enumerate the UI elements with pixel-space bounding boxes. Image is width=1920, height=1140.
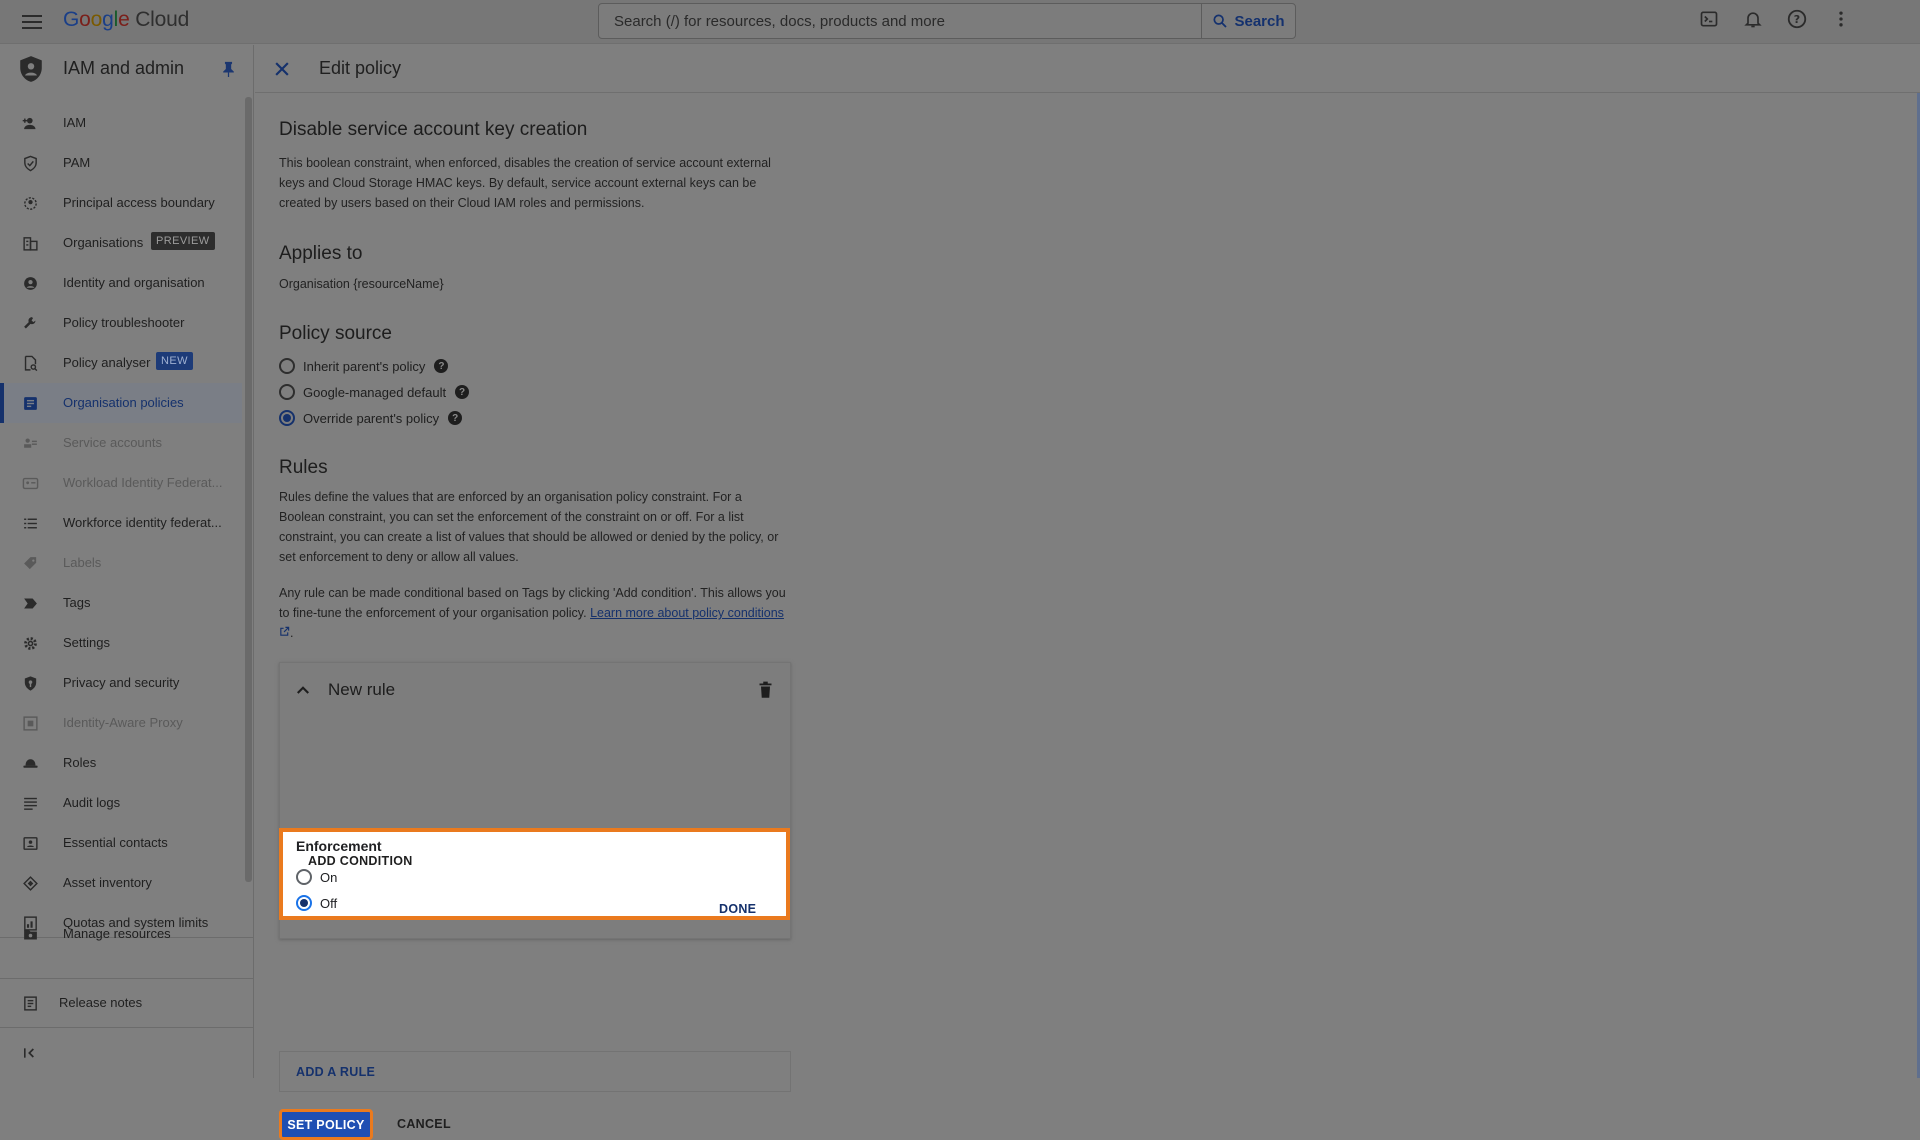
radio-override-parent[interactable] [279,408,462,428]
google-cloud-logo[interactable]: Google Cloud [63,8,190,31]
applies-to-value: Organisation {resourceName} [279,277,444,291]
sidebar-item-label: Asset inventory [63,875,152,890]
add-rule-container [279,1051,791,1092]
gear-icon [22,635,39,652]
sidebar-item-policy-troubleshooter[interactable] [0,303,242,343]
organisation-icon [22,235,39,252]
radio-enforcement-on[interactable] [296,867,337,887]
add-condition-button[interactable]: ADD CONDITION [308,854,413,868]
set-policy-button[interactable]: SET POLICY [279,1109,373,1140]
hat-icon [22,755,39,772]
svg-text:?: ? [1793,13,1801,27]
contacts-icon [22,835,39,852]
search-icon [1212,13,1228,29]
sidebar-item-release-notes[interactable] [0,983,242,1023]
sidebar-item-labels[interactable] [0,543,242,583]
radio-label: On [320,869,338,885]
sidebar-item-iam[interactable] [0,103,242,143]
search-bar [598,3,1296,39]
service-account-icon [22,435,39,452]
list-icon [22,515,39,532]
proxy-icon [22,715,39,732]
page-header [255,45,1920,93]
boundary-icon [22,195,39,212]
sidebar-item-label: PAM [63,155,91,170]
sidebar-item-label: Release notes [59,995,143,1010]
person-add-icon [22,115,39,132]
trash-icon[interactable] [758,681,773,698]
sidebar-item-label: Workload Identity Federat... [63,475,223,490]
radio-button[interactable] [296,895,312,911]
sidebar-item-organisation-policies[interactable] [0,383,242,423]
sidebar-item-label: Settings [63,635,110,650]
help-icon[interactable]: ? [448,411,462,425]
rules-heading: Rules [279,457,328,478]
pin-icon[interactable] [222,61,235,77]
sidebar-item-organisations[interactable] [0,223,242,263]
sidebar-item-label: Audit logs [63,795,121,810]
sidebar-item-label: Policy analyser [63,355,151,370]
sidebar-item-label: Policy troubleshooter [63,315,185,330]
radio-label: Google-managed default [303,384,447,400]
wrench-icon [22,315,39,332]
bell-icon[interactable] [1742,8,1764,30]
policy-title: Disable service account key creation [279,119,588,140]
applies-to-heading: Applies to [279,243,363,264]
sidebar-item-label: Essential contacts [63,835,168,850]
label-icon [22,555,39,572]
sidebar-item-workforce-identity-federat[interactable] [0,503,242,543]
add-rule-button[interactable]: ADD A RULE [296,1065,376,1079]
help-icon[interactable]: ? [455,385,469,399]
rules-description: Rules define the values that are enforced by an organisation policy constraint. For a Boolean constraint, you can set the enforcement of the constraint on or off. For a list constraint, you can create a list of values that should be allowed or denied by the policy, or set enforcement to deny or allow all values. [279,490,779,564]
sidebar-scrollbar[interactable] [245,97,252,882]
terminal-icon[interactable] [1698,8,1720,30]
audit-list-icon [22,795,39,812]
sidebar-item-roles[interactable] [0,743,242,783]
folder-gear-icon [22,926,39,943]
sidebar-item-label: Principal access boundary [63,195,215,210]
sidebar-item-label: Identity-Aware Proxy [63,715,183,730]
sidebar-item-principal-access-boundary[interactable] [0,183,242,223]
help-icon[interactable] [1786,8,1808,30]
rule-title: New rule [328,680,396,699]
sidebar-item-label: Manage resources [63,926,171,941]
close-icon[interactable] [272,59,292,79]
preview-badge: PREVIEW [151,232,215,250]
edit-policy-form [279,93,791,1132]
sidebar-item-workload-identity-federat[interactable] [0,463,242,503]
page-title: Edit policy [319,58,402,78]
tag-icon [22,595,39,612]
sidebar-item-label: Service accounts [63,435,162,450]
search-button[interactable] [1201,4,1295,38]
sidebar-item-label: Tags [63,595,91,610]
search-button-label: Search [1234,12,1285,30]
radio-enforcement-off[interactable] [296,893,337,913]
radio-label: Override parent's policy [303,410,440,426]
sidebar-item-label: Workforce identity federat... [63,515,222,530]
radio-button[interactable] [279,358,295,374]
sidebar-item-essential-contacts[interactable] [0,823,242,863]
done-button[interactable]: DONE [719,902,757,916]
shield-check-icon [22,155,39,172]
release-notes-icon [22,995,39,1012]
sidebar-item-label: Roles [63,755,97,770]
enforcement-section [279,828,790,920]
sidebar-item-audit-logs[interactable] [0,783,242,823]
sidebar-item-label: Organisations [63,235,144,250]
sidebar-item-pam[interactable] [0,143,242,183]
iam-shield-icon [18,55,44,83]
sidebar-nav [0,103,242,943]
id-card-icon [22,475,39,492]
sidebar-divider [0,978,254,979]
account-circle-icon [22,275,39,292]
radio-label: Inherit parent's policy [303,358,426,374]
sidebar-item-identity-and-organisation[interactable] [0,263,242,303]
sidebar-item-label: IAM [63,115,87,130]
sidebar-item-label: Privacy and security [63,675,180,690]
radio-inherit-parent[interactable] [279,356,448,376]
sidebar-item-identity-aware-proxy[interactable] [0,703,242,743]
chevron-up-icon[interactable] [294,681,312,699]
sidebar-item-manage-resources[interactable] [0,914,242,954]
sidebar-title: IAM and admin [63,58,185,78]
sidebar-item-asset-inventory[interactable] [0,863,242,903]
policy-description: This boolean constraint, when enforced, disables the creation of service account external keys and Cloud Storage HMAC keys. By default, service account external keys can be created by users based on their Cloud IAM roles and permissions. [279,156,771,210]
rules-condition-description: Any rule can be made conditional based on Tags by clicking 'Add condition'. This allows you to fine-tune the enforcement of your organisation policy. Learn more about policy conditions . [279,586,786,640]
enforcement-heading: Enforcement [296,838,382,854]
sidebar [0,45,254,1078]
sidebar-item-privacy-and-security[interactable] [0,663,242,703]
search-input[interactable] [599,4,1201,38]
top-bar [0,0,1920,44]
document-search-icon [22,355,39,372]
policy-source-heading: Policy source [279,323,392,344]
radio-button[interactable] [279,384,295,400]
sidebar-item-label: Labels [63,555,102,570]
new-badge: NEW [156,352,193,370]
privacy-shield-icon [22,675,39,692]
sidebar-item-label: Quotas and system limits [63,915,209,930]
radio-button[interactable] [296,869,312,885]
rule-header [280,663,790,723]
help-icon[interactable]: ? [434,359,448,373]
more-vert-icon[interactable] [1830,8,1852,30]
sidebar-item-policy-analyser[interactable] [0,343,242,383]
learn-more-link[interactable]: Learn more about policy conditions [279,606,784,640]
sidebar-header [0,45,254,93]
sidebar-item-tags[interactable] [0,583,242,623]
sidebar-item-service-accounts[interactable] [0,423,242,463]
sidebar-divider [0,1027,254,1028]
collapse-sidebar-icon[interactable] [22,1045,38,1061]
diamond-icon [22,875,39,892]
radio-google-managed-default[interactable] [279,382,469,402]
sidebar-item-label: Identity and organisation [63,275,205,290]
sidebar-item-label: Organisation policies [63,395,184,410]
sidebar-item-settings[interactable] [0,623,242,663]
external-link-icon [279,626,290,637]
radio-button[interactable] [279,410,295,426]
radio-label: Off [320,895,338,911]
cancel-button[interactable]: CANCEL [397,1117,451,1131]
main-menu-icon[interactable] [22,12,42,32]
list-alt-icon [22,395,39,412]
